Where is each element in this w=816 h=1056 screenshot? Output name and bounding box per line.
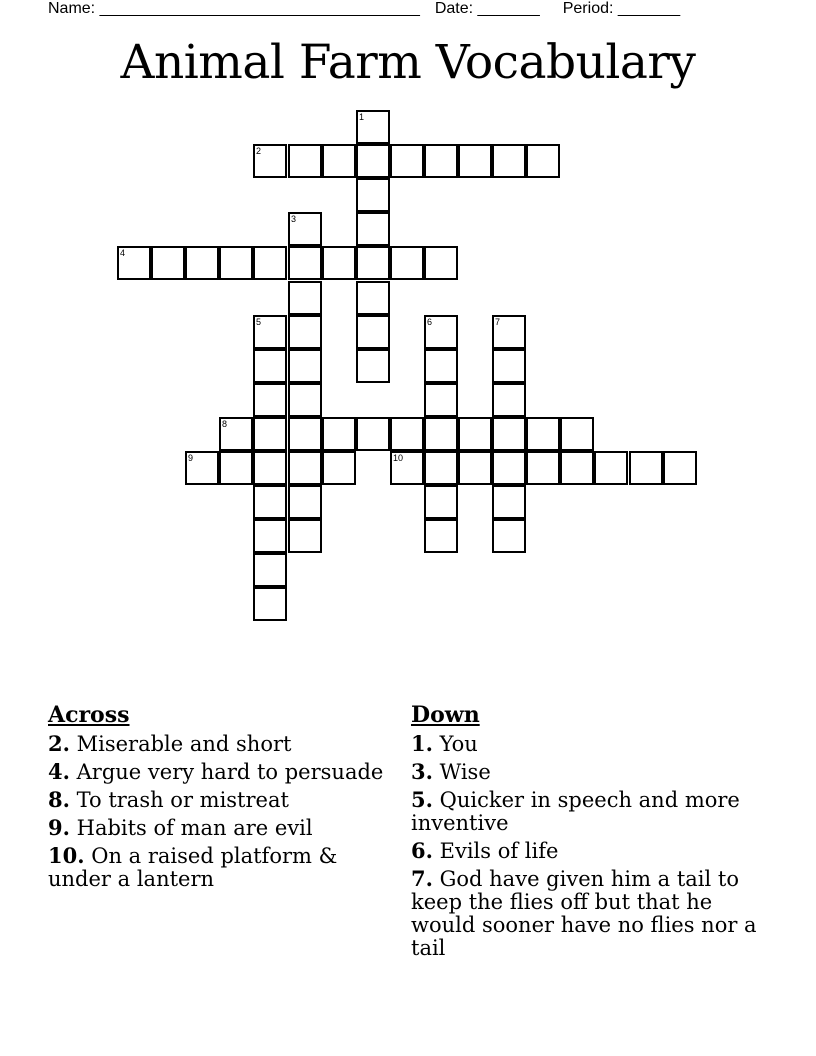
crossword-cell[interactable] <box>253 383 287 417</box>
page-title: Animal Farm Vocabulary <box>120 35 696 90</box>
crossword-cell[interactable] <box>253 519 287 553</box>
crossword-cell[interactable] <box>288 281 322 315</box>
crossword-cell[interactable] <box>185 246 219 280</box>
clue-down-3: 3. Wise <box>411 759 491 784</box>
crossword-cell[interactable] <box>560 417 594 451</box>
cell-number: 8 <box>222 419 228 429</box>
crossword-cell[interactable] <box>253 144 287 178</box>
period-line[interactable]: _______ <box>617 0 681 17</box>
crossword-cell[interactable] <box>356 349 390 383</box>
crossword-cell[interactable] <box>356 144 390 178</box>
crossword-cell[interactable] <box>322 246 356 280</box>
period-label: Period: <box>562 0 614 17</box>
crossword-cell[interactable] <box>492 451 526 485</box>
crossword-cell[interactable] <box>117 246 151 280</box>
clue-across-9: 9. Habits of man are evil <box>48 815 313 840</box>
crossword-cell[interactable] <box>356 417 390 451</box>
crossword-cell[interactable] <box>288 349 322 383</box>
crossword-cell[interactable] <box>424 519 458 553</box>
crossword-cell[interactable] <box>390 417 424 451</box>
crossword-cell[interactable] <box>219 451 253 485</box>
crossword-cell[interactable] <box>253 451 287 485</box>
crossword-cell[interactable] <box>424 451 458 485</box>
crossword-cell[interactable] <box>253 315 287 349</box>
crossword-cell[interactable] <box>492 144 526 178</box>
across-heading: Across <box>48 702 130 728</box>
crossword-cell[interactable] <box>390 144 424 178</box>
crossword-cell[interactable] <box>458 451 492 485</box>
crossword-cell[interactable] <box>526 417 560 451</box>
crossword-cell[interactable] <box>253 417 287 451</box>
crossword-cell[interactable] <box>253 553 287 587</box>
crossword-cell[interactable] <box>424 417 458 451</box>
clue-across-4: 4. Argue very hard to persuade <box>48 759 384 784</box>
cell-number: 7 <box>495 317 501 327</box>
crossword-cell[interactable] <box>288 212 322 246</box>
crossword-cell[interactable] <box>288 485 322 519</box>
clue-across-2: 2. Miserable and short <box>48 731 292 756</box>
crossword-cell[interactable] <box>356 315 390 349</box>
crossword-cell[interactable] <box>492 349 526 383</box>
crossword-cell[interactable] <box>253 485 287 519</box>
crossword-cell[interactable] <box>424 349 458 383</box>
crossword-cell[interactable] <box>253 587 287 621</box>
crossword-cell[interactable] <box>219 246 253 280</box>
crossword-cell[interactable] <box>424 144 458 178</box>
crossword-cell[interactable] <box>288 451 322 485</box>
crossword-cell[interactable] <box>526 451 560 485</box>
cell-number: 4 <box>120 248 126 258</box>
crossword-cell[interactable] <box>458 144 492 178</box>
crossword-cell[interactable] <box>253 349 287 383</box>
crossword-cell[interactable] <box>356 281 390 315</box>
clue-down-6: 6. Evils of life <box>411 838 559 863</box>
crossword-cell[interactable] <box>356 212 390 246</box>
date-label: Date: <box>434 0 474 17</box>
crossword-cell[interactable] <box>356 110 390 144</box>
name-label: Name: <box>48 0 96 17</box>
crossword-cell[interactable] <box>288 383 322 417</box>
crossword-cell[interactable] <box>185 451 219 485</box>
crossword-cell[interactable] <box>424 315 458 349</box>
crossword-cell[interactable] <box>424 246 458 280</box>
crossword-cell[interactable] <box>253 246 287 280</box>
crossword-cell[interactable] <box>288 246 322 280</box>
clue-down-5: 5. Quicker in speech and more inventive <box>411 787 740 835</box>
clue-across-10: 10. On a raised platform & under a lantern <box>48 843 338 891</box>
crossword-cell[interactable] <box>458 417 492 451</box>
crossword-cell[interactable] <box>288 519 322 553</box>
crossword-cell[interactable] <box>390 451 424 485</box>
crossword-cell[interactable] <box>594 451 628 485</box>
crossword-cell[interactable] <box>492 417 526 451</box>
crossword-cell[interactable] <box>492 519 526 553</box>
crossword-cell[interactable] <box>424 383 458 417</box>
clue-down-7: 7. God have given him a tail to keep the flies off but that he would sooner have no flies nor a tail <box>411 866 757 960</box>
name-line[interactable]: ____________________________________ <box>99 0 420 17</box>
crossword-cell[interactable] <box>492 485 526 519</box>
across-clues <box>48 702 388 895</box>
crossword-cell[interactable] <box>219 417 253 451</box>
crossword-cell[interactable] <box>288 315 322 349</box>
cell-number: 9 <box>188 453 194 463</box>
crossword-cell[interactable] <box>151 246 185 280</box>
date-line[interactable]: _______ <box>477 0 540 17</box>
cell-number: 5 <box>256 317 262 327</box>
crossword-cell[interactable] <box>560 451 594 485</box>
cell-number: 2 <box>256 146 262 156</box>
cell-number: 10 <box>393 453 404 463</box>
down-heading: Down <box>411 702 480 728</box>
crossword-cell[interactable] <box>356 178 390 212</box>
crossword-cell[interactable] <box>288 144 322 178</box>
clue-down-1: 1. You <box>411 731 478 756</box>
crossword-cell[interactable] <box>356 246 390 280</box>
crossword-cell[interactable] <box>492 383 526 417</box>
cell-number: 1 <box>359 112 365 122</box>
crossword-cell[interactable] <box>322 417 356 451</box>
crossword-cell[interactable] <box>322 451 356 485</box>
down-clues <box>411 702 761 964</box>
crossword-cell[interactable] <box>288 417 322 451</box>
crossword-cell[interactable] <box>526 144 560 178</box>
crossword-cell[interactable] <box>492 315 526 349</box>
clue-across-8: 8. To trash or mistreat <box>48 787 289 812</box>
crossword-cell[interactable] <box>322 144 356 178</box>
cell-number: 6 <box>427 317 433 327</box>
crossword-cell[interactable] <box>424 485 458 519</box>
crossword-cell[interactable] <box>629 451 663 485</box>
cell-number: 3 <box>291 214 297 224</box>
crossword-cell[interactable] <box>390 246 424 280</box>
crossword-cell[interactable] <box>663 451 697 485</box>
